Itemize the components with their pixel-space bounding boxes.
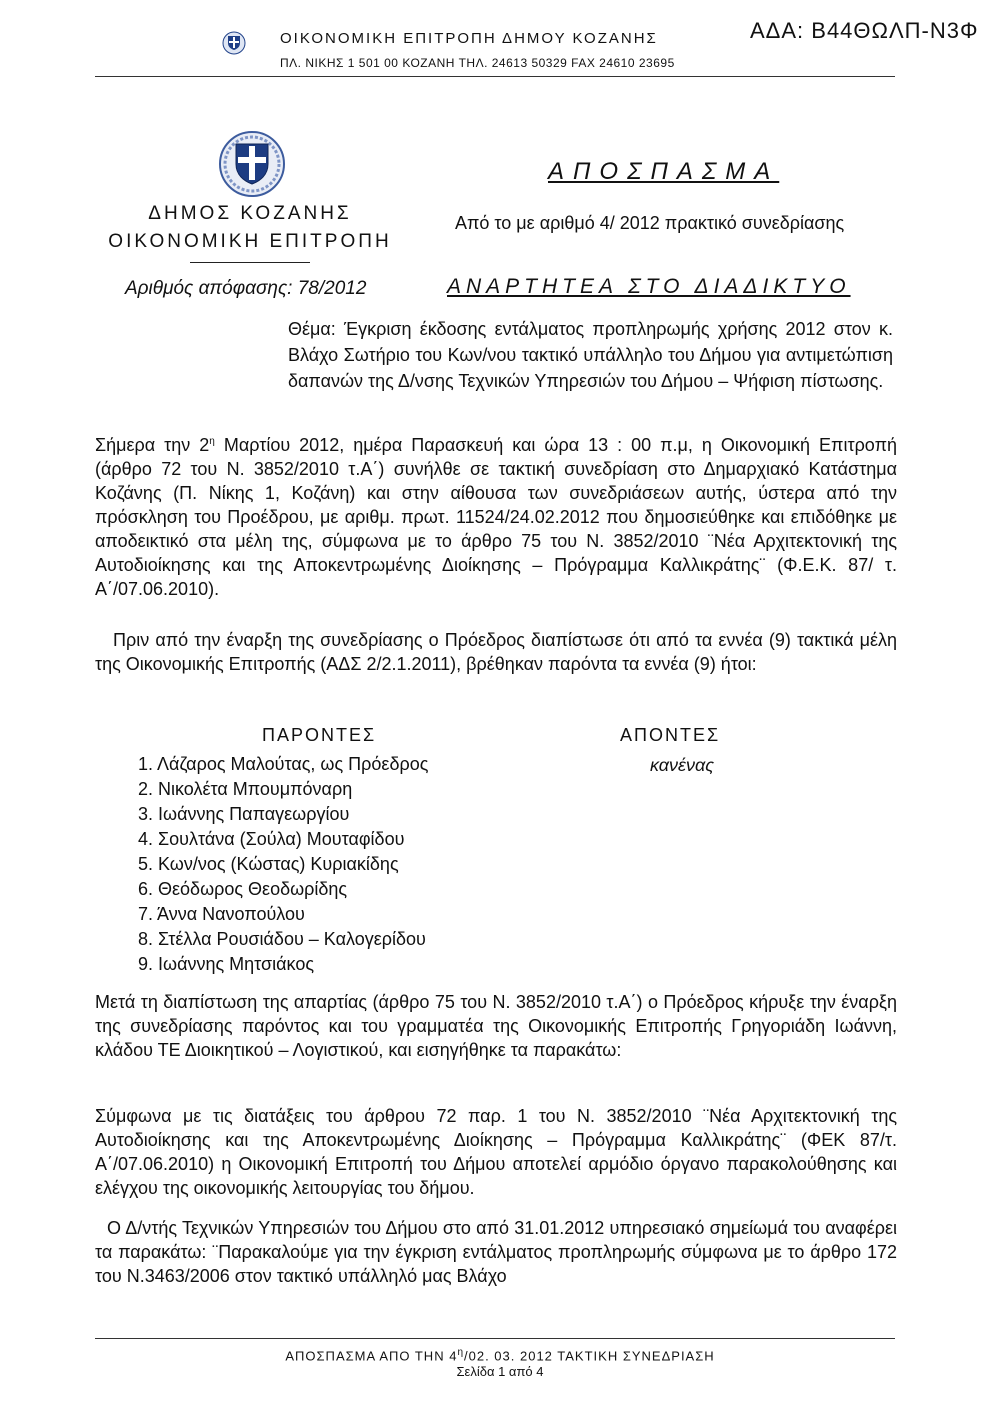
subject-text: Θέμα: Έγκριση έκδοσης εντάλματος προπληρωμής χρήσης 2012 στον κ. Βλάχο Σωτήριο του Κων/νου τακτικό υπάλληλο του Δήμου για αντιμετώπιση δαπανών της Δ/νσης Τεχνικών Υπηρεσιών του Δήμου – Ψήφιση πίστωσης.	[288, 319, 893, 391]
footer-divider	[95, 1338, 895, 1339]
opening-rest: Μαρτίου 2012, ημέρα Παρασκευή και ώρα 13 : 00 π.μ, η Οικονομική Επιτροπή (άρθρο 72 του Ν. 3852/2010 τ.Α΄) συνήλθε σε τακτική συνεδρίαση στο Δημαρχιακό Κατάστημα Κοζάνης (Π. Νίκης 1, Κοζάνη) και στην αίθουσα των συνεδριάσεων αυτής, ύστερα από την πρόσκληση του Προέδρου, με αριθμ. πρωτ. 11524/24.02.2012 που δημοσιεύθηκε και επιδόθηκε με αποδεικτικό στα μέλη της, σύμφωνα με το άρθρο 75 του Ν. 3852/2010 ¨Νέα Αρχιτεκτονική της Αυτοδιοίκησης και της Αποκεντρωμένης Διοίκησης – Πρόγραμμα Καλλικράτης¨ (Φ.Ε.Κ. 87/ τ. Α΄/07.06.2010).	[95, 435, 897, 599]
list-item: 3. Ιωάννης Παπαγεωργίου	[138, 804, 350, 824]
page-number: Σελίδα 1 από 4	[456, 1364, 544, 1379]
paragraph-proceedings: Μετά τη διαπίστωση της απαρτίας (άρθρο 75 του Ν. 3852/2010 τ.Α΄) ο Πρόεδρος κήρυξε την έναρξη της συνεδρίασης παρόντος και του γραμματέα της Οικονομικής Επιτροπής Γρηγοριάδη Ιωάννη, κλάδου ΤΕ Διοικητικού – Λογιστικού, και εισηγήθηκε τα παρακάτω:	[95, 992, 897, 1060]
members-list	[138, 752, 428, 977]
org-divider	[190, 262, 310, 263]
list-item: 4. Σουλτάνα (Σούλα) Μουταφίδου	[138, 829, 405, 849]
list-item: 8. Στέλλα Ρουσιάδου – Καλογερίδου	[138, 929, 426, 949]
list-item: 1. Λάζαρος Μαλούτας, ως Πρόεδρος	[138, 754, 429, 774]
publish-notice: ΑΝΑΡΤΗΤΕΑ ΣΤΟ ΔΙΑΔΙΚΤΥΟ	[447, 275, 851, 298]
paragraph-legal-basis: Σύμφωνα με τις διατάξεις του άρθρου 72 παρ. 1 του Ν. 3852/2010 ¨Νέα Αρχιτεκτονική της Αυτοδιοίκησης και της Αποκεντρωμένης Διοίκησης – Πρόγραμμα Καλλικράτης¨ (ΦΕΚ 87/τ. Α΄/07.06.2010) η Οικονομική Επιτροπή του Δήμου αποτελεί αρμόδιο όργανο παρακολούθησης και ελέγχου της οικονομικής λειτουργίας του δήμου.	[95, 1106, 897, 1198]
footer-title	[0, 1347, 1000, 1363]
organization-name	[95, 200, 405, 256]
ada-code: ΑΔΑ: Β44ΘΩΛΠ-Ν3Φ	[750, 18, 979, 43]
org-committee: ΟΙΚΟΝΟΜΙΚΗ ΕΠΙΤΡΟΠΗ	[108, 231, 392, 252]
list-item: 9. Ιωάννης Μητσιάκος	[138, 954, 315, 974]
present-heading: ΠΑΡΟΝΤΕΣ	[262, 725, 377, 745]
absent-heading: ΑΠΟΝΤΕΣ	[620, 725, 721, 745]
header-address: ΠΛ. ΝΙΚΗΣ 1 501 00 ΚΟΖΑΝΗ ΤΗΛ. 24613 50329 FAX 24610 23695	[280, 56, 675, 70]
decision-number: Αριθμός απόφασης: 78/2012	[125, 278, 367, 299]
footer-start: ΑΠΟΣΠΑΣΜΑ ΑΠΟ ΤΗΝ 4	[285, 1348, 458, 1364]
paragraph-memo: Ο Δ/ντής Τεχνικών Υπηρεσιών του Δήμου στο από 31.01.2012 υπηρεσιακό σημείωμά του αναφέρει τα παρακάτω: ¨Παρακαλούμε για την έγκριση εντάλματος προπληρωμής σύμφωνα με το άρθρο 172 του Ν.3463/2006 στον τακτικό υπάλληλό μας Βλάχο	[95, 1218, 897, 1286]
absent-value: κανένας	[650, 755, 714, 775]
coat-of-arms-icon	[222, 31, 246, 55]
document-title: ΑΠΟΣΠΑΣΜΑ	[548, 158, 780, 185]
list-item: 7. Άννα Νανοπούλου	[138, 904, 305, 924]
list-item: 2. Νικολέτα Μπουμπόναρη	[138, 779, 353, 799]
footer-rest: /02. 03. 2012 ΤΑΚΤΙΚΗ ΣΥΝΕΔΡΙΑΣΗ	[464, 1348, 715, 1364]
paragraph-quorum: Πριν από την έναρξη της συνεδρίασης ο Πρόεδρος διαπίστωσε ότι από τα εννέα (9) τακτικά μέλη της Οικονομικής Επιτροπής (ΑΔΣ 2/2.1.2011), βρέθηκαν παρόντα τα εννέα (9) ήτοι:	[95, 630, 897, 674]
header-committee: ΟΙΚΟΝΟΜΙΚΗ ΕΠΙΤΡΟΠΗ ΔΗΜΟΥ ΚΟΖΑΝΗΣ	[280, 30, 658, 47]
org-municipality: ΔΗΜΟΣ ΚΟΖΑΝΗΣ	[148, 203, 352, 224]
opening-start: Σήμερα την 2	[95, 435, 210, 455]
header-divider	[95, 76, 895, 77]
footer-sup: η	[457, 1347, 464, 1358]
list-item: 5. Κων/νος (Κώστας) Κυριακίδης	[138, 854, 399, 874]
minutes-reference: Από το με αριθμό 4/ 2012 πρακτικό συνεδρίασης	[455, 213, 845, 233]
paragraph-opening	[95, 430, 897, 601]
opening-sup: η	[209, 436, 215, 447]
greek-coat-of-arms-icon	[218, 130, 286, 198]
list-item: 6. Θεόδωρος Θεοδωρίδης	[138, 879, 348, 899]
